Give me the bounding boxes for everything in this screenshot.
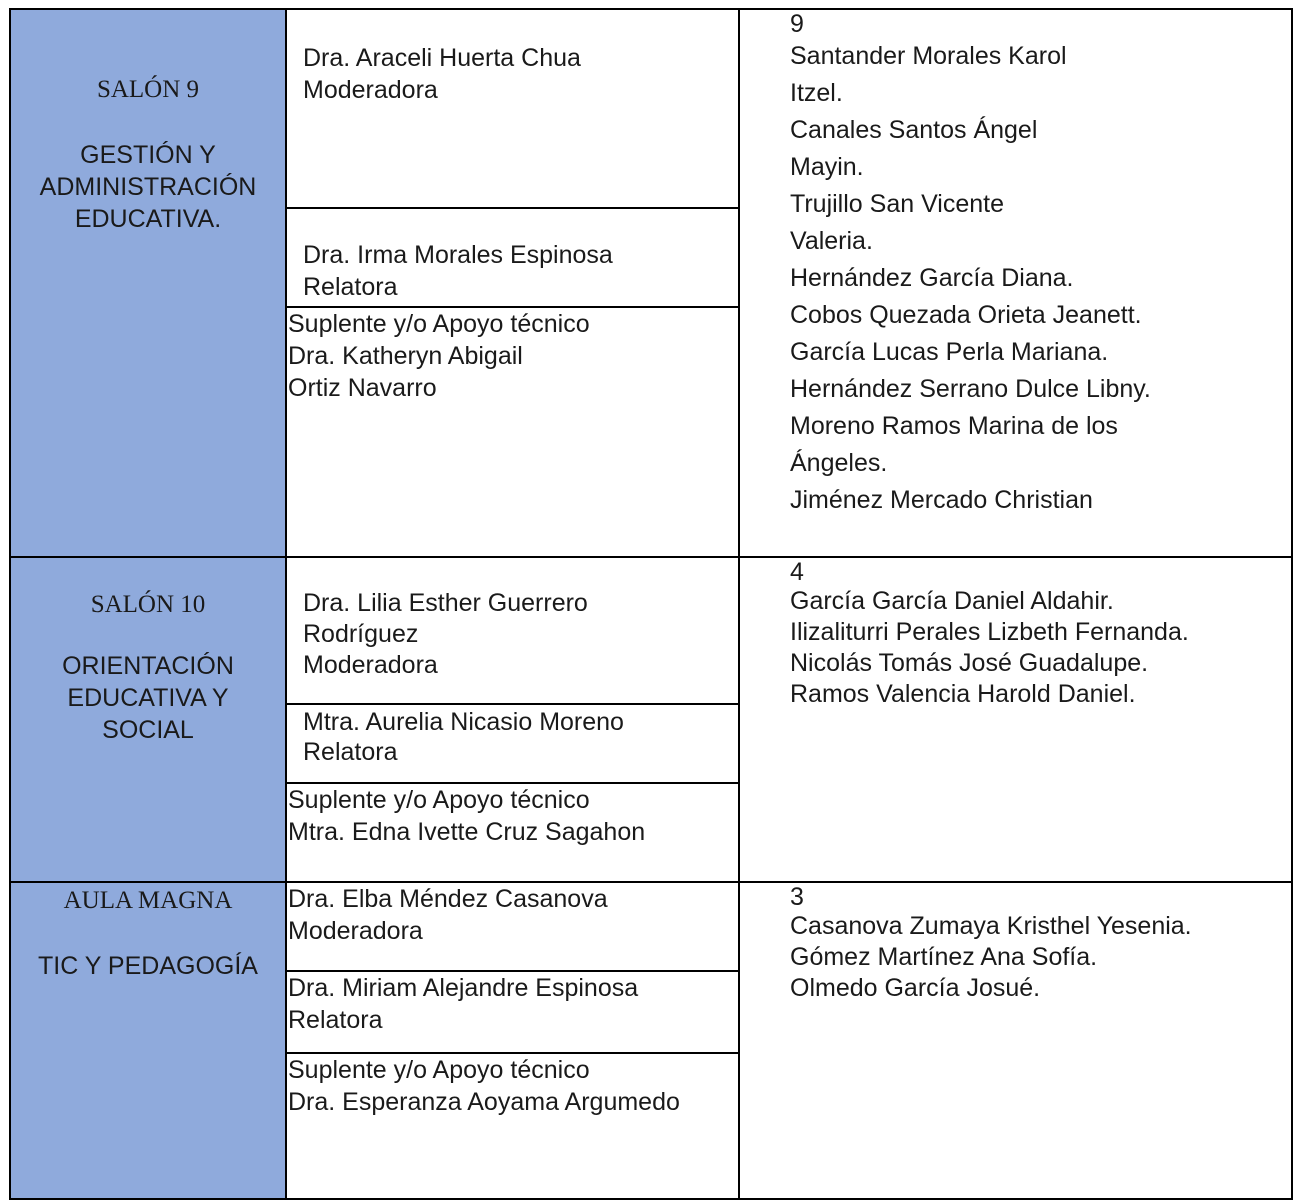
room-cell <box>10 557 286 882</box>
reporter-role: Relatora <box>303 273 398 301</box>
room-topic: SOCIAL <box>102 716 194 744</box>
student-count: 3 <box>790 883 804 911</box>
list-item: Ilizaliturri Perales Lizbeth Fernanda. <box>790 618 1189 646</box>
room-topic: EDUCATIVA Y <box>67 684 229 712</box>
list-item: Ángeles. <box>790 449 888 477</box>
moderator-name: Dra. Lilia Esther Guerrero <box>303 589 588 617</box>
substitute-block <box>287 308 738 404</box>
moderator-role: Moderadora <box>288 917 423 945</box>
moderator-name: Dra. Araceli Huerta Chua <box>303 44 581 72</box>
list-item: Olmedo García Josué. <box>790 974 1041 1002</box>
schedule-table <box>9 8 1293 1200</box>
list-item: García García Daniel Aldahir. <box>790 587 1114 615</box>
substitute-label: Suplente y/o Apoyo técnico <box>288 786 590 814</box>
room-topic: TIC Y PEDAGOGÍA <box>38 952 258 980</box>
reporter-block <box>287 705 738 784</box>
room-topic: ADMINISTRACIÓN <box>39 173 257 201</box>
table-row <box>10 9 1292 557</box>
moderator-block <box>287 558 738 705</box>
room-name: SALÓN 10 <box>90 591 206 618</box>
moderator-name: Dra. Elba Méndez Casanova <box>288 885 608 913</box>
moderator-block <box>287 883 738 972</box>
reporter-name: Dra. Irma Morales Espinosa <box>303 241 613 269</box>
students-cell <box>739 882 1292 1199</box>
list-item: Santander Morales Karol <box>790 42 1067 70</box>
substitute-block <box>287 784 738 848</box>
list-item: Gómez Martínez Ana Sofía. <box>790 943 1098 971</box>
student-list <box>790 38 1291 519</box>
list-item: Hernández Serrano Dulce Libny. <box>790 375 1151 403</box>
moderator-role: Moderadora <box>303 651 438 679</box>
moderator-name: Rodríguez <box>303 620 419 648</box>
student-list <box>790 911 1291 1004</box>
list-item: Hernández García Diana. <box>790 264 1074 292</box>
list-item: Mayin. <box>790 153 864 181</box>
students-cell <box>739 557 1292 882</box>
substitute-name: Mtra. Edna Ivette Cruz Sagahon <box>288 818 646 846</box>
staff-cell <box>286 9 739 557</box>
list-item: García Lucas Perla Mariana. <box>790 338 1109 366</box>
table-row <box>10 557 1292 882</box>
substitute-label: Suplente y/o Apoyo técnico <box>288 1056 590 1084</box>
list-item: Valeria. <box>790 227 873 255</box>
substitute-name: Dra. Katheryn Abigail <box>288 342 523 370</box>
table-row <box>10 882 1292 1199</box>
substitute-name: Dra. Esperanza Aoyama Argumedo <box>288 1088 680 1116</box>
room-topic: ORIENTACIÓN <box>62 652 234 680</box>
moderator-role: Moderadora <box>303 76 438 104</box>
room-name: SALÓN 9 <box>96 76 200 103</box>
reporter-name: Dra. Miriam Alejandre Espinosa <box>288 974 639 1002</box>
reporter-block <box>287 209 738 308</box>
students-cell <box>739 9 1292 557</box>
room-name: AULA MAGNA <box>63 887 233 914</box>
list-item: Casanova Zumaya Kristhel Yesenia. <box>790 912 1192 940</box>
reporter-role: Relatora <box>303 738 398 766</box>
room-topic: GESTIÓN Y <box>80 141 216 169</box>
list-item: Trujillo San Vicente <box>790 190 1005 218</box>
room-cell <box>10 882 286 1199</box>
list-item: Ramos Valencia Harold Daniel. <box>790 680 1136 708</box>
reporter-block <box>287 972 738 1054</box>
reporter-name: Mtra. Aurelia Nicasio Moreno <box>303 708 624 736</box>
staff-cell <box>286 557 739 882</box>
student-list <box>790 586 1291 710</box>
substitute-label: Suplente y/o Apoyo técnico <box>288 310 590 338</box>
list-item: Cobos Quezada Orieta Jeanett. <box>790 301 1142 329</box>
reporter-role: Relatora <box>288 1006 383 1034</box>
moderator-block <box>287 10 738 209</box>
list-item: Jiménez Mercado Christian <box>790 486 1093 514</box>
student-count: 9 <box>790 10 804 38</box>
list-item: Nicolás Tomás José Guadalupe. <box>790 649 1149 677</box>
substitute-block <box>287 1054 738 1118</box>
room-topic: EDUCATIVA. <box>74 205 222 233</box>
list-item: Moreno Ramos Marina de los <box>790 412 1118 440</box>
substitute-name: Ortiz Navarro <box>288 374 437 402</box>
student-count: 4 <box>790 558 804 586</box>
list-item: Itzel. <box>790 79 843 107</box>
list-item: Canales Santos Ángel <box>790 116 1038 144</box>
staff-cell <box>286 882 739 1199</box>
room-cell <box>10 9 286 557</box>
